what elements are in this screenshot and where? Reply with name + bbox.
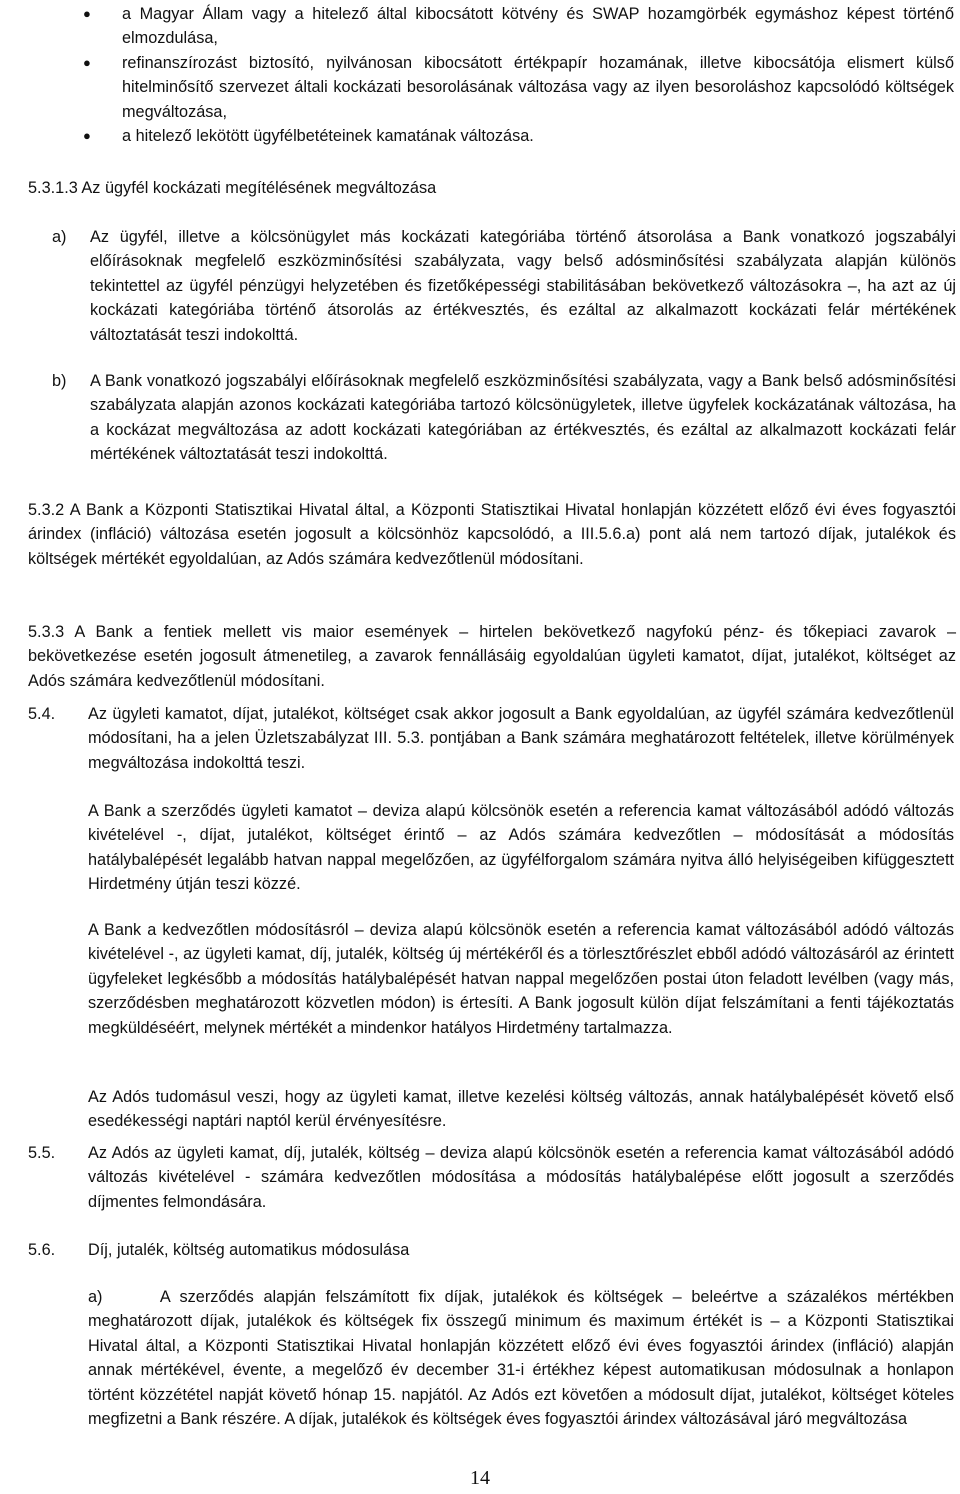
section-5-5-text: Az Adós az ügyleti kamat, díj, jutalék, költség – deviza alapú kölcsönök esetén a referencia kamat változásából adódó változás kivételével - számára kedvezőtlen módosítása a módosítás hatálybalépése előtt jogosult a szerződés díjmentes felmondására. bbox=[88, 1144, 954, 1211]
section-number-5-6: 5.6. bbox=[28, 1241, 56, 1259]
list-item bbox=[83, 2, 954, 51]
section-5-3-2 bbox=[28, 498, 956, 571]
page-number: 14 bbox=[470, 1467, 490, 1489]
section-text: A Bank a fentiek mellett vis maior események – hirtelen bekövetkező nagyfokú pénz- és tőkepiaci zavarok – bekövetkezése esetén jogosult átmenetileg, a zavarok fennállásáig egyoldalúan ügyleti kamatot, díjat, jutalékot, költséget az Adós számára kedvezőtlenül módosítani. bbox=[28, 623, 957, 690]
list-item bbox=[83, 51, 954, 124]
section-5-6-title: Díj, jutalék, költség automatikus módosulása bbox=[88, 1241, 410, 1259]
subsection-item-b bbox=[52, 369, 956, 467]
item-label: a) bbox=[52, 228, 67, 246]
section-heading-5-3-1-3: 5.3.1.3 Az ügyfél kockázati megítélésének megváltozása bbox=[28, 179, 437, 197]
section-number-5-4: 5.4. bbox=[28, 705, 56, 723]
subsection-item-a bbox=[52, 225, 956, 347]
item-text: A Bank vonatkozó jogszabályi előírásoknak megfelelő eszközminősítési szabályzata, vagy a Bank belső adósminősítési szabályzata alapján azonos kockázati kategóriába tartozó kölcsönügyletek, illetve ügyfelek kockázatának változása, ha a kockázat megváltozása az adott kockázati kategóriában az értékvesztés, és ezáltal az alkalmazott kockázati felár mértékének változtatását teszi indokolttá. bbox=[90, 372, 956, 464]
section-number: 5.3.2 bbox=[28, 501, 65, 519]
bullet-text: a hitelező lekötött ügyfélbetéteinek kamatának változása. bbox=[122, 127, 534, 146]
section-5-4-text: Az ügyleti kamatot, díjat, jutalékot, költséget csak akkor jogosult a Bank egyoldalúan, az ügyfél számára kedvezőtlenül módosítani, ha a jelen Üzletszabályzat III. 5.3. pontjában a Bank számára meghatározott feltételek, illetve körülmények megváltozása indokolttá teszi. bbox=[88, 705, 954, 772]
item-label: a) bbox=[88, 1288, 103, 1306]
paragraph: A Bank a szerződés ügyleti kamatot – deviza alapú kölcsönök esetén a referencia kamat változásából adódó változás kivételével -, díjat, jutalékot, költséget érintő – az Adós számára kedvezőtlen – módosítását a módosítás hatálybalépését legalább hatvan nappal megelőzően, az ügyfélforgalom számára nyitva álló helyiségeiben kifüggesztett Hirdetmény útján teszi közzé. bbox=[88, 802, 954, 894]
bullet-icon: ● bbox=[83, 6, 91, 21]
section-number-5-5: 5.5. bbox=[28, 1144, 56, 1162]
bullet-icon: ● bbox=[83, 128, 91, 144]
bullet-icon: ● bbox=[83, 54, 91, 70]
section-5-6-item-a bbox=[88, 1285, 954, 1431]
list-item bbox=[83, 124, 954, 148]
section-number: 5.3.3 bbox=[28, 623, 65, 641]
bullet-text: a Magyar Állam vagy a hitelező által kibocsátott kötvény és SWAP hozamgörbék egymáshoz képest történő elmozdulása, bbox=[122, 5, 954, 48]
section-5-3-3 bbox=[28, 620, 956, 693]
item-text: Az ügyfél, illetve a kölcsönügylet más kockázati kategóriába történő átsorolása a Bank vonatkozó jogszabályi előírásoknak megfelelő eszközminősítési szabályzata, vagy belső adósminősítési szabályzata alapján különös tekintettel az ügyfél pénzügyi helyzetében és fizetőképességi stabilitásában bekövetkező változásokra –, ha azt az új kockázati kategóriába történő átsorolás az értékvesztés, és ezáltal az alkalmazott kockázati felár mértékének változtatását teszi indokolttá. bbox=[90, 228, 956, 344]
bullet-text: refinanszírozást biztosító, nyilvánosan kibocsátott értékpapír hozamának, illetve kibocsátója elismert külső hitelminősítő szervezet általi kockázati besorolásának változása vagy az ilyen besoroláshoz kapcsolódó költségek megváltozása, bbox=[122, 53, 954, 121]
paragraph: Az Adós tudomásul veszi, hogy az ügyleti kamat, illetve kezelési költség változás, annak hatálybalépését követő első esedékességi naptári naptól kerül érvényesítésre. bbox=[88, 1088, 954, 1131]
item-label: b) bbox=[52, 372, 67, 390]
bullet-list bbox=[83, 2, 954, 148]
item-text: A szerződés alapján felszámított fix díjak, jutalékok és költségek – beleértve a százalékos mértékben meghatározott díjak, jutalékok és költségek fix összegű minimum és maximum értékét is – a Központi Statisztikai Hivatal által, a Központi Statisztikai Hivatal honlapján közzétett előző évi éves fogyasztói árindex (infláció) alapján annak mértékével, évente, a megelőző év december 31-i értékhez képest automatikusan módosulnak a honlapon történt közzététel napját követő hónap 15. napjától. Az Adós ezt követően a módosult díjat, jutalékot, költséget köteles megfizetni a Bank részére. A díjak, jutalékok és költségek éves fogyasztói árindex változásával járó megváltozása bbox=[88, 1288, 954, 1429]
paragraph: A Bank a kedvezőtlen módosításról – deviza alapú kölcsönök esetén a referencia kamat változásából adódó változás kivételével -, az ügyleti kamat, díj, jutalék, költség új mértékéről és a törlesztőrészlet ebből adódó változásáról az érintett ügyfeleket legkésőbb a módosítás hatálybalépését hatvan nappal megelőzően postai úton feladott levélben (vagy más, szerződésben meghatározott közvetlen módon) is értesíti. A Bank jogosult külön díjat felszámítani a fenti tájékoztatás megküldéséért, melynek mértékét a mindenkor hatályos Hirdetmény tartalmazza. bbox=[88, 921, 954, 1037]
section-text: A Bank a Központi Statisztikai Hivatal által, a Központi Statisztikai Hivatal honlapján közzétett előző évi éves fogyasztói árindex (infláció) változása esetén jogosult a kölcsönhöz kapcsolódó, a III.5.6.a) pont alá nem tartozó díjak, jutalékok és költségek mértékét egyoldalúan, az Adós számára kedvezőtlenül módosítani. bbox=[28, 501, 957, 568]
